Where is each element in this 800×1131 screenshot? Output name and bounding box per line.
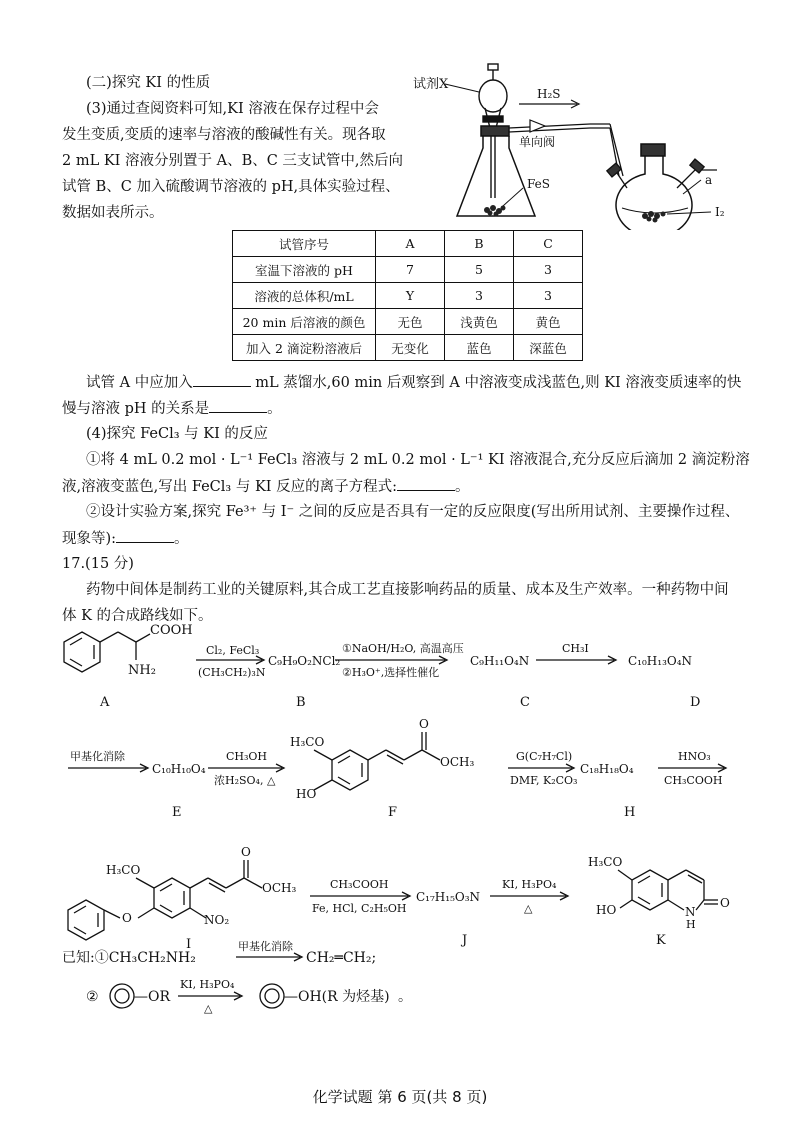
table-row <box>233 257 583 283</box>
q3-ask-2b: 。 <box>267 401 282 417</box>
q3-intro-2: 发生变质,变质的速率与溶液的酸碱性有关。现各取 <box>62 127 386 143</box>
reagent-x-label: 试剂X <box>413 77 449 92</box>
known-2a: ② <box>86 989 99 1005</box>
table-cell: 浅黄色 <box>445 309 514 335</box>
compound-h-formula: C₁₈H₁₈O₄ <box>580 762 634 776</box>
f-och3-label: OCH₃ <box>440 755 475 769</box>
f-o-label: O <box>419 717 429 731</box>
known-2-arrow-bot: △ <box>204 1002 213 1015</box>
compound-e-formula: C₁₀H₁₀O₄ <box>152 762 206 776</box>
table-cell: 深蓝色 <box>514 335 583 361</box>
r9-top: KI, H₃PO₄ <box>502 878 557 891</box>
q17-number: 17.(15 分) <box>62 556 134 572</box>
table-header-cell: C <box>514 231 583 257</box>
compound-d-formula: C₁₀H₁₃O₄N <box>628 654 693 668</box>
page-footer: 化学试题 第 6 页(共 8 页) <box>312 1088 488 1106</box>
k-ho-label: HO <box>596 903 617 917</box>
r8-top: CH₃COOH <box>330 878 389 891</box>
table-header-cell: 试管序号 <box>233 231 376 257</box>
q3-intro-4: 试管 B、C 加入硫酸调节溶液的 pH,具体实验过程、 <box>62 179 400 195</box>
table-cell: 7 <box>376 257 445 283</box>
i2-label: I₂ <box>715 205 725 219</box>
table-header-row <box>233 231 583 257</box>
round-bottom-flask <box>616 144 692 230</box>
table-header-cell: B <box>445 231 514 257</box>
answer-blank[interactable] <box>209 398 267 413</box>
label-b: B <box>296 695 306 710</box>
q4-heading: (4)探究 FeCl₃ 与 KI 的反应 <box>86 426 268 442</box>
known-phenyl-2 <box>260 984 284 1008</box>
r7-top: HNO₃ <box>678 750 711 763</box>
q4-p1-2 <box>62 476 470 497</box>
a-cooh-label: COOH <box>150 623 193 638</box>
q3-intro-3: 2 mL KI 溶液分别置于 A、B、C 三支试管中,然后向 <box>62 153 404 169</box>
label-f: F <box>388 805 398 820</box>
h2s-label: H₂S <box>537 87 561 101</box>
label-d: D <box>690 695 701 710</box>
answer-blank[interactable] <box>116 528 174 543</box>
known-1-arrow-label: 甲基化消除 <box>238 940 293 953</box>
part-heading: (二)探究 KI 的性质 <box>86 75 211 91</box>
delivery-tube <box>509 124 623 176</box>
q3-intro-1: (3)通过查阅资料可知,KI 溶液在保存过程中会 <box>86 101 379 117</box>
label-e: E <box>172 805 182 820</box>
known-2-end: 。 <box>398 989 412 1005</box>
k-o-label: O <box>720 896 730 910</box>
r2-top: ①NaOH/H₂O, 高温高压 <box>342 642 464 655</box>
compound-i-structure <box>68 860 262 940</box>
tube-a-label: a <box>705 173 713 187</box>
k-h3co-label: H₃CO <box>588 855 623 869</box>
i-o2-label: O <box>241 845 251 859</box>
compound-f-structure <box>314 732 440 790</box>
q3-ask-1 <box>86 372 741 393</box>
answer-blank[interactable] <box>193 372 251 387</box>
compound-j-formula: C₁₇H₁₅O₃N <box>416 890 481 904</box>
table-cell: 3 <box>445 283 514 309</box>
i-o-label: O <box>122 911 132 925</box>
r5-top: CH₃OH <box>226 750 268 763</box>
r9-bot: △ <box>524 902 533 915</box>
q3-ask-1b: mL 蒸馏水,60 min 后观察到 A 中溶液变成浅蓝色,则 KI 溶液变质速率的快 <box>250 375 742 391</box>
h2s-arrow <box>519 100 579 108</box>
label-k: K <box>656 933 666 948</box>
q4-p2-2b: 。 <box>174 531 189 547</box>
synthesis-scheme <box>0 620 800 1080</box>
r1-bot: (CH₃CH₂)₃N <box>198 666 266 679</box>
table-cell: Y <box>376 283 445 309</box>
r6-bot: DMF, K₂CO₃ <box>510 774 578 787</box>
q4-p1-2b: 。 <box>455 479 470 495</box>
compound-b-formula: C₉H₉O₂NCl₂ <box>268 654 341 668</box>
fes-label: FeS <box>527 177 550 191</box>
table-cell: 5 <box>445 257 514 283</box>
r8-bot: Fe, HCl, C₂H₅OH <box>312 902 407 915</box>
r2-bot: ②H₃O⁺,选择性催化 <box>342 666 440 679</box>
k-n-label: N <box>685 905 696 919</box>
a-nh2-label: NH₂ <box>128 663 156 678</box>
table-row <box>233 335 583 361</box>
i-och3-label: OCH₃ <box>262 881 297 895</box>
table-cell: 加入 2 滴淀粉溶液后 <box>233 335 376 361</box>
table-cell: 20 min 后溶液的颜色 <box>233 309 376 335</box>
label-a: A <box>100 695 110 710</box>
q3-ask-2 <box>62 398 282 419</box>
apparatus-diagram <box>405 48 785 230</box>
table-cell: 蓝色 <box>445 335 514 361</box>
r3-top: CH₃I <box>562 642 589 655</box>
table-header-cell: A <box>376 231 445 257</box>
q17-intro-2: 体 K 的合成路线如下。 <box>62 608 213 624</box>
known-2-arrow-top: KI, H₃PO₄ <box>180 978 235 991</box>
table-cell: 溶液的总体积/mL <box>233 283 376 309</box>
q3-ask-2a: 慢与溶液 pH 的关系是 <box>62 401 210 417</box>
f-h3co-label: H₃CO <box>290 735 325 749</box>
q4-p1-1: ①将 4 mL 0.2 mol · L⁻¹ FeCl₃ 溶液与 2 mL 0.2 mol · L⁻¹ KI 溶液混合,充分反应后滴加 2 滴淀粉溶 <box>86 452 750 468</box>
r6-top: G(C₇H₇Cl) <box>516 750 573 763</box>
q4-p2-2a: 现象等): <box>62 531 117 547</box>
q4-p1-2a: 液,溶液变蓝色,写出 FeCl₃ 与 KI 反应的离子方程式: <box>62 479 397 495</box>
table-row <box>233 283 583 309</box>
r4-top: 甲基化消除 <box>70 750 125 763</box>
table-cell: 无色 <box>376 309 445 335</box>
table-cell: 3 <box>514 257 583 283</box>
known-1a: 已知:①CH₃CH₂NH₂ <box>62 950 196 966</box>
table-row <box>233 309 583 335</box>
q17-intro-1: 药物中间体是制药工业的关键原料,其合成工艺直接影响药品的质量、成本及生产效率。一种药物中间 <box>86 582 729 598</box>
q4-p2-1: ②设计实验方案,探究 Fe³⁺ 与 I⁻ 之间的反应是否具有一定的反应限度(写出所用试剂、主要操作过程、 <box>86 504 740 520</box>
k-h-label: H <box>686 918 696 931</box>
fes-solid-icon <box>484 205 506 217</box>
check-valve-label: 单向阀 <box>519 135 556 149</box>
label-h: H <box>624 805 636 820</box>
i-no2-label: NO₂ <box>204 913 230 927</box>
table-cell: 黄色 <box>514 309 583 335</box>
f-ho-label: HO <box>296 787 317 801</box>
table-cell: 无变化 <box>376 335 445 361</box>
known-2-oh: —OH(R 为烃基) <box>284 989 390 1005</box>
q4-p2-2 <box>62 528 189 549</box>
label-c: C <box>520 695 530 710</box>
i-h3co-label: H₃CO <box>106 863 141 877</box>
label-i: I <box>186 937 192 952</box>
known-phenyl-1 <box>110 984 134 1008</box>
compound-k-structure <box>618 870 718 910</box>
table-cell: 室温下溶液的 pH <box>233 257 376 283</box>
known-2-or: —OR <box>134 989 171 1005</box>
q3-ask-1a: 试管 A 中应加入 <box>86 375 193 391</box>
known-1b: CH₂═CH₂; <box>306 950 377 966</box>
label-j: J <box>462 933 468 948</box>
q3-intro-5: 数据如表所示。 <box>62 205 164 221</box>
r7-bot: CH₃COOH <box>664 774 723 787</box>
r5-bot: 浓H₂SO₄, △ <box>214 774 276 787</box>
r1-top: Cl₂, FeCl₃ <box>206 644 260 657</box>
compound-c-formula: C₉H₁₁O₄N <box>470 654 530 668</box>
table-cell: 3 <box>514 283 583 309</box>
experiment-table <box>232 230 583 361</box>
answer-blank[interactable] <box>397 476 455 491</box>
